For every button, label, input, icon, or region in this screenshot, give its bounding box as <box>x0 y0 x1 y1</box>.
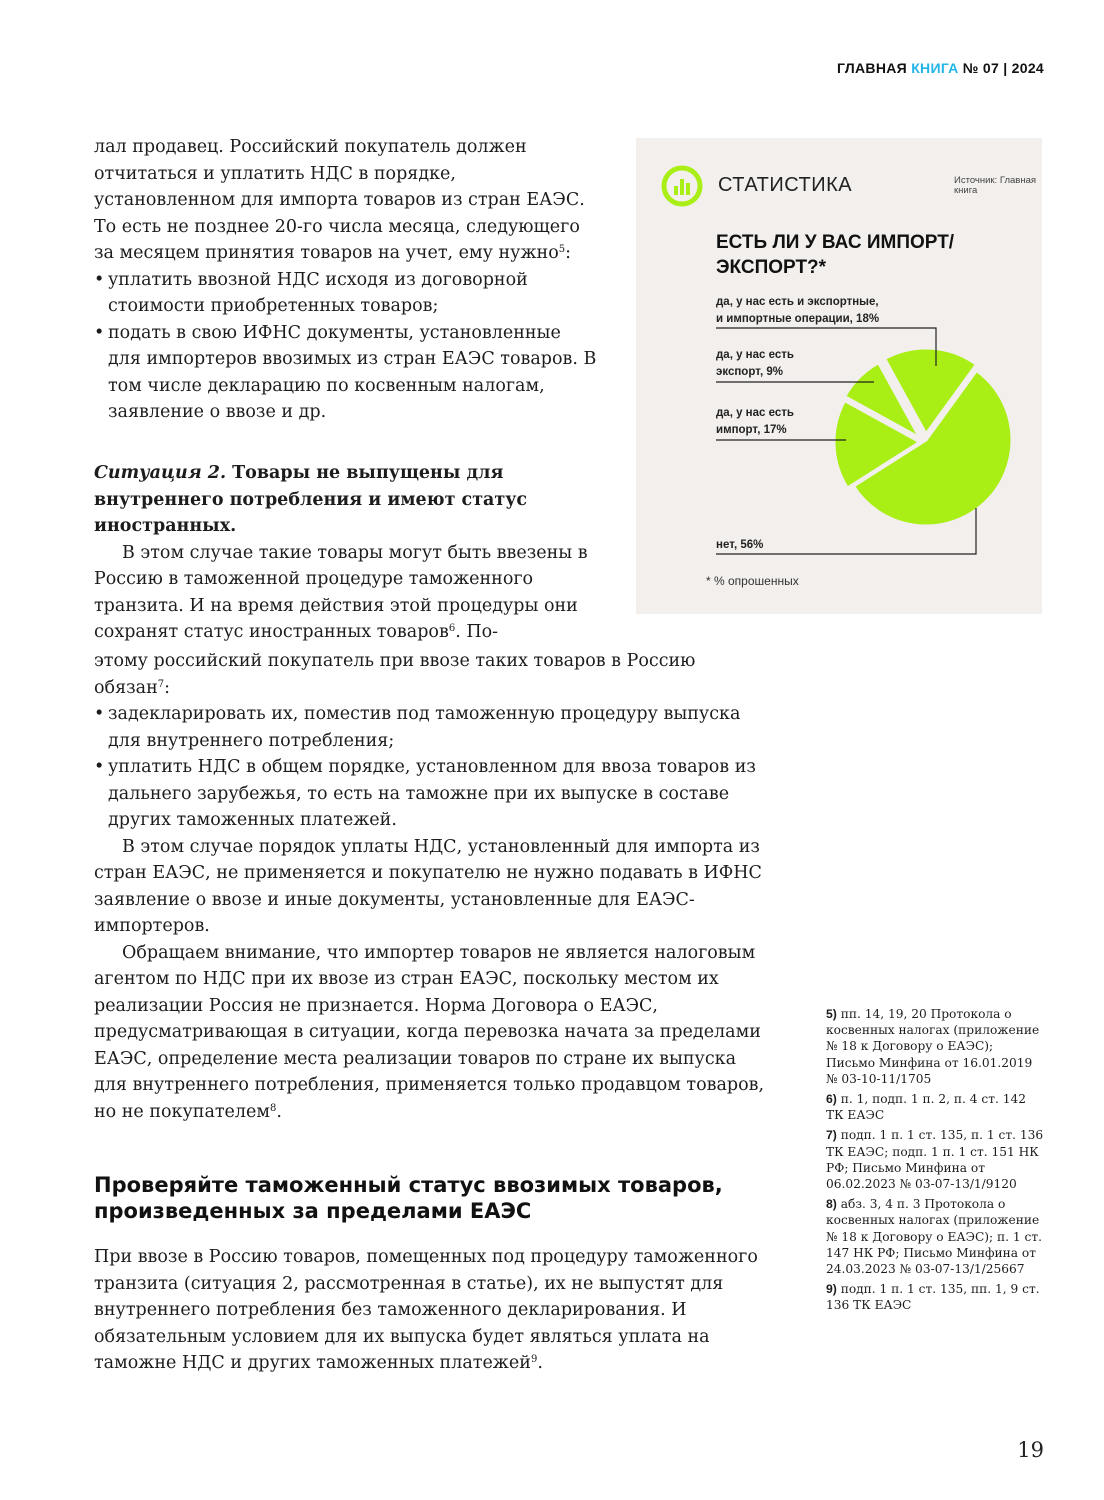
footnotes <box>826 1006 1046 1318</box>
page-number: 19 <box>1017 1438 1044 1462</box>
footnote: 6) п. 1, подп. 1 п. 2, п. 4 ст. 142 ТК ЕАЭС <box>826 1092 1027 1123</box>
section-heading: Проверяйте таможенный статус ввозимых товаров, произведенных за пределами ЕАЭС <box>94 1173 723 1223</box>
footnote: 9) подп. 1 п. 1 ст. 135, пп. 1, 9 ст. 136 ТК ЕАЭС <box>826 1282 1040 1313</box>
list-item: • подать в свою ИФНС документы, установленные для импортеров ввозимых из стран ЕАЭС товаров. В том числе декларацию по косвенным налогам, заявление о ввозе и др. <box>94 320 598 426</box>
situation-2-block <box>94 460 598 646</box>
list-item: • задекларировать их, поместив под таможенную процедуру выпуска для внутреннего потребления; <box>94 701 772 754</box>
section-paragraph: При ввозе в Россию товаров, помещенных под процедуру таможенного транзита (ситуация 2, рассмотренная в статье), их не выпустят для внутреннего потребления без таможенного декларирования. И обязательным условием для их выпуска будет являться уплата на таможне НДС и других таможенных платежей$^9$. <box>94 1247 758 1373</box>
statistics-box <box>636 138 1042 614</box>
footnote: 5) пп. 14, 19, 20 Протокола о косвенных налогах (приложение № 18 к Договору о ЕАЭС); Письмо Минфина от 16.01.2019 № 03-10-11/1705 <box>826 1007 1040 1086</box>
situation-2-list <box>94 701 772 834</box>
pie-chart <box>636 138 1042 614</box>
footnote-ref: 6 <box>448 623 456 634</box>
situation-2-paragraph-1: В этом случае такие товары могут быть ввезены в Россию в таможенной процедуре таможенного транзита. И на время действия этой процедуры они сохранят статус иностранных товаров$^6$. По- <box>94 542 588 642</box>
footnote-ref: 9 <box>530 1354 538 1365</box>
footnote-ref: 7 <box>157 678 165 690</box>
label-export: да, у нас есть экспорт, 9% <box>716 349 794 378</box>
footnote-ref: 5 <box>558 244 566 255</box>
magazine-name-accent: КНИГА <box>911 60 959 76</box>
intro-list <box>94 267 598 426</box>
footnote-ref: 8 <box>270 1102 277 1114</box>
magazine-name: ГЛАВНАЯ <box>836 60 912 76</box>
list-item: • уплатить ввозной НДС исходя из договорной стоимости приобретенных товаров; <box>94 267 598 320</box>
situation-2-title: Ситуация 2. Товары не выпущены для внутреннего потребления и имеют статус иностранных. <box>94 463 528 536</box>
chart-footnote: * % опрошенных <box>706 574 799 588</box>
footnote: 8) абз. 3, 4 п. 3 Протокола о косвенных налогах (приложение № 18 к Договору о ЕАЭС); п. 1 ст. 147 НК РФ; Письмо Минфина от 24.03.2023 № 03-07-13/1/25667 <box>826 1197 1042 1277</box>
list-item: • уплатить НДС в общем порядке, установленном для ввоза товаров из дальнего зарубежья, то есть на таможне при их выпуске в составе других таможенных платежей. <box>94 754 772 834</box>
statistics-source: Источник: Главная книга <box>954 175 1036 196</box>
label-no: нет, 56% <box>716 539 764 551</box>
situation-2-paragraph-2: В этом случае порядок уплаты НДС, установленный для импорта из стран ЕАЭС, не применяется и покупателю не нужно подавать в ИФНС заявление о ввозе и иные документы, установленные для ЕАЭС-импортеров. <box>94 836 762 936</box>
issue-number: № 07 | 2024 <box>958 60 1044 76</box>
intro-block <box>94 134 598 426</box>
label-import: да, у нас есть импорт, 17% <box>716 407 794 436</box>
statistics-title: СТАТИСТИКА <box>718 174 853 196</box>
chart-title: ЕСТЬ ЛИ У ВАС ИМПОРТ/ЭКСПОРТ?* <box>716 232 955 278</box>
situation-2-continued <box>94 648 772 1125</box>
situation-2-paragraph-1-cont: этому российский покупатель при ввозе таких товаров в Россию обязан$^7$: <box>94 651 696 698</box>
section-body <box>94 1244 772 1377</box>
intro-paragraph: лал продавец. Российский покупатель должен отчитаться и уплатить НДС в порядке, установленном для импорта товаров из стран ЕАЭС. То есть не позднее 20-го числа месяца, следующего за месяцем принятия товаров на учет, ему нужно$^5$: <box>94 137 585 263</box>
label-both: да, у нас есть и экспортные, и импортные операции, 18% <box>716 296 880 325</box>
footnote: 7) подп. 1 п. 1 ст. 135, п. 1 ст. 136 ТК ЕАЭС; подп. 1 п. 1 ст. 151 НК РФ; Письмо Минфина от 06.02.2023 № 03-07-13/1/9120 <box>826 1128 1044 1192</box>
magazine-header <box>837 60 1044 76</box>
situation-2-paragraph-3: Обращаем внимание, что импортер товаров не является налоговым агентом по НДС при их ввозе из стран ЕАЭС, поскольку местом их реализации Россия не признается. Норма Договора о ЕАЭС, предусматривающая в ситуации, когда перевозка начата за пределами ЕАЭС, определение места реализации товаров по стране их выпуска для внутреннего потребления, применяется только продавцом товаров, но не покупателем$^8$. <box>94 942 765 1122</box>
